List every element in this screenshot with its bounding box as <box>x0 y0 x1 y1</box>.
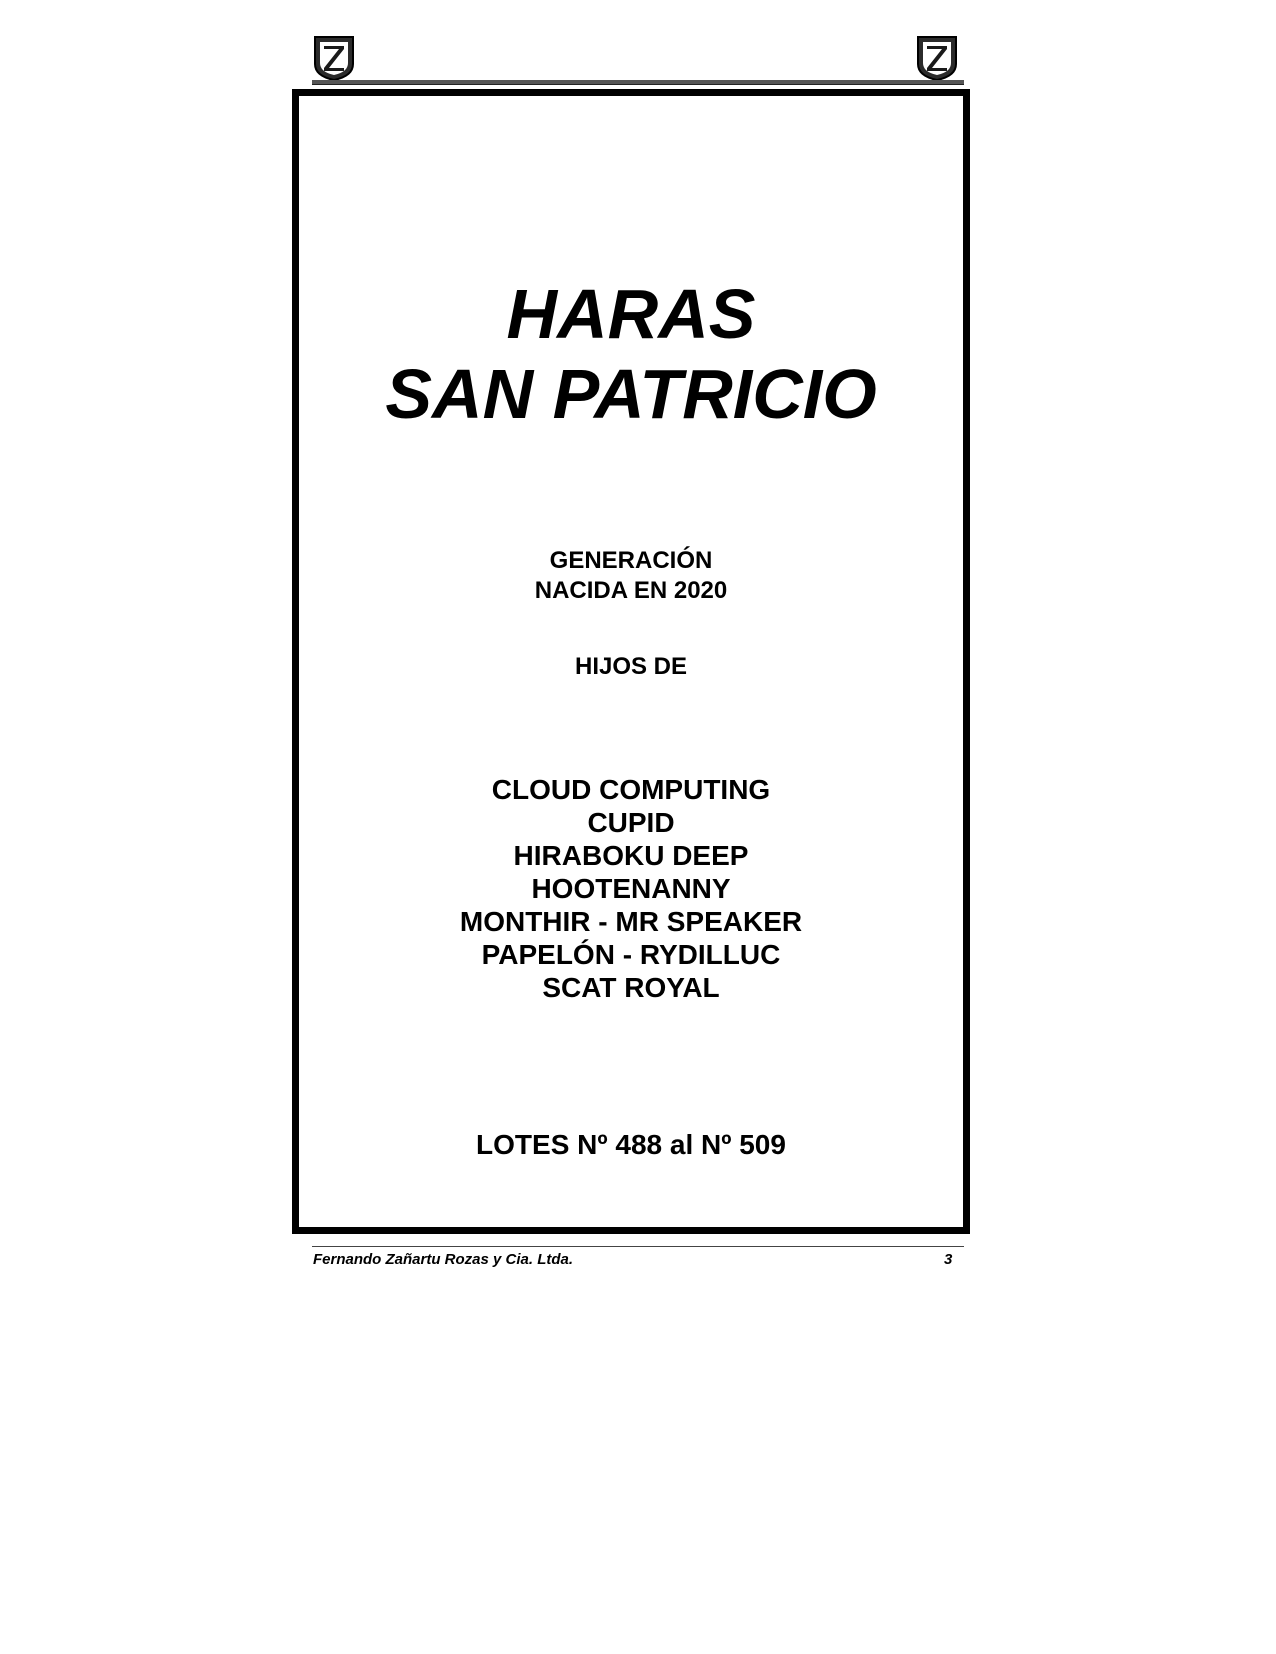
lots-range: LOTES Nº 488 al Nº 509 <box>476 1129 786 1160</box>
title-line-1: HARAS <box>506 275 756 353</box>
sire-item: HOOTENANNY <box>531 873 731 904</box>
sons-of-label: HIJOS DE <box>574 653 688 680</box>
sire-item: PAPELÓN - RYDILLUC <box>481 939 781 970</box>
company-logo-icon <box>915 34 959 82</box>
title-line-2: SAN PATRICIO <box>385 355 877 433</box>
generation-label: GENERACIÓN <box>549 547 713 574</box>
sire-list <box>299 773 963 1004</box>
cover-frame <box>292 89 970 1234</box>
birth-year-label: NACIDA EN 2020 <box>534 577 728 604</box>
sire-item: HIRABOKU DEEP <box>513 840 749 871</box>
footer-company: Fernando Zañartu Rozas y Cia. Ltda. <box>313 1251 574 1268</box>
footer-rule <box>312 1246 964 1247</box>
sire-item: MONTHIR - MR SPEAKER <box>459 906 803 937</box>
sire-item: SCAT ROYAL <box>542 972 720 1003</box>
sire-item: CLOUD COMPUTING <box>491 774 771 805</box>
page-number: 3 <box>944 1251 953 1268</box>
header-rule <box>312 80 964 85</box>
company-logo-icon <box>312 34 356 82</box>
sire-item: CUPID <box>587 807 675 838</box>
